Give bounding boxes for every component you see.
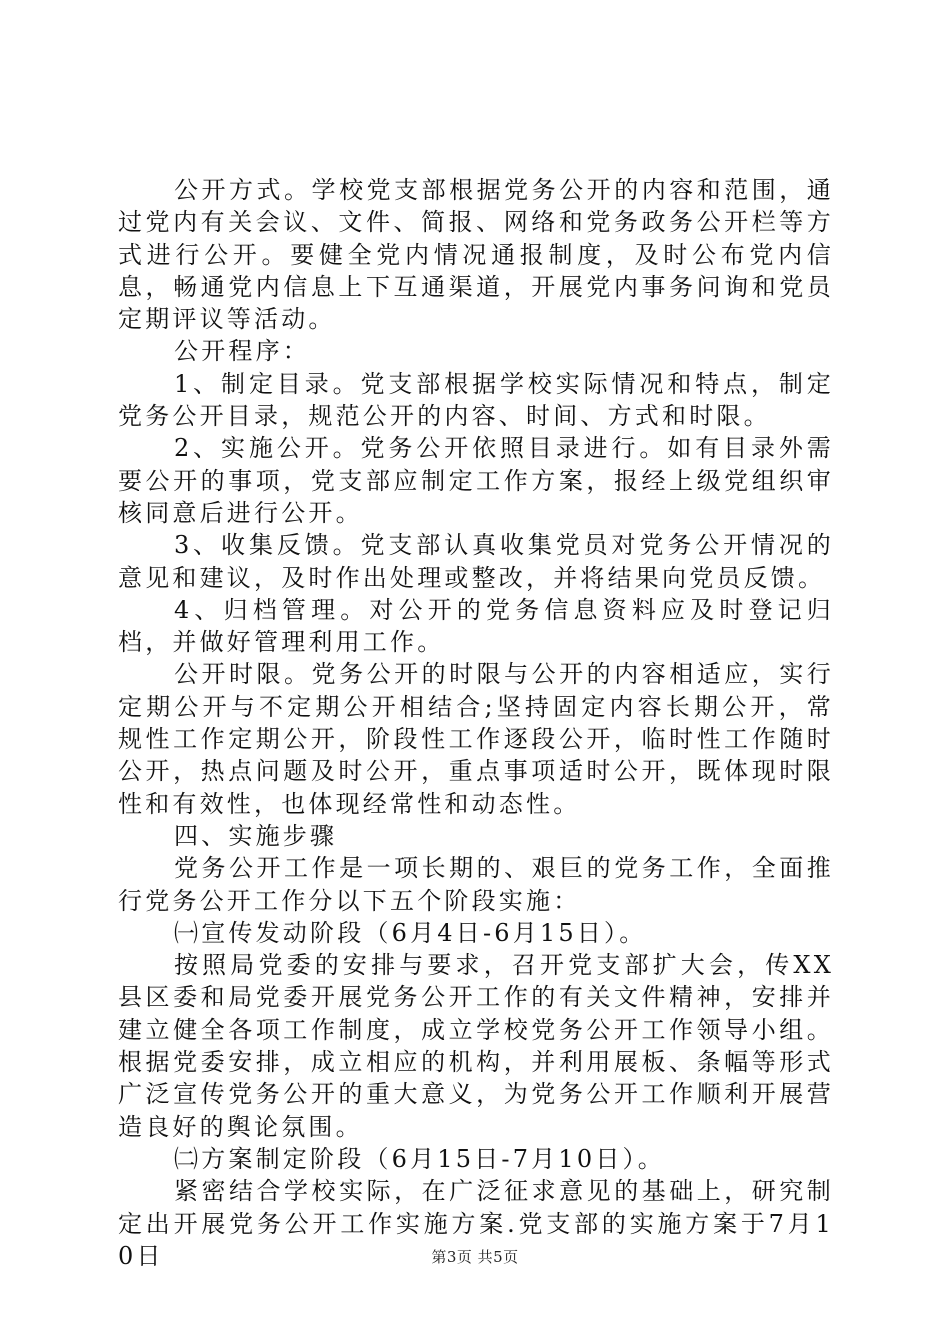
paragraph-step-archive: 4、归档管理。对公开的党务信息资料应及时登记归档，并做好管理利用工作。 [118, 595, 834, 657]
page-number-footer: 第3页 共5页 [431, 1248, 519, 1266]
section-heading-implementation-steps: 四、实施步骤 [174, 821, 338, 850]
paragraph-plan-details: 紧密结合学校实际，在广泛征求意见的基础上，研究制定出开展党务公开工作实施方案.党支部的实施方案于7月10日 [118, 1177, 834, 1270]
paragraph-publicity-details: 按照局党委的安排与要求，召开党支部扩大会，传XX县区委和局党委开展党务公开工作的有关文件精神，安排并建立健全各项工作制度，成立学校党务公开工作领导小组。根据党委安排，成立相应的机构，并利用展板、条幅等形式广泛宣传党务公开的重大意义，为党务公开工作顺利开展营造良好的舆论氛围。 [118, 951, 834, 1141]
paragraph-five-phases-intro: 党务公开工作是一项长期的、艰巨的党务工作，全面推行党务公开工作分以下五个阶段实施： [118, 854, 834, 915]
phase-heading-plan-formulation: ㈡方案制定阶段（6月15日-7月10日）。 [174, 1144, 665, 1173]
paragraph-time-limit: 公开时限。党务公开的时限与公开的内容相适应，实行定期公开与不定期公开相结合;坚持固定内容长期公开，常规性工作定期公开，阶段性工作逐段公开，临时性工作随时公开，热点问题及时公开，重点事项适时公开，既体现时限性和有效性，也体现经常性和动态性。 [118, 660, 834, 818]
paragraph-step-catalog: 1、制定目录。党支部根据学校实际情况和特点，制定党务公开目录，规范公开的内容、时间、方式和时限。 [118, 369, 834, 431]
paragraph-disclosure-procedure-heading: 公开程序： [174, 337, 310, 366]
paragraph-step-implement: 2、实施公开。党务公开依照目录进行。如有目录外需要公开的事项，党支部应制定工作方案，报经上级党组织审核同意后进行公开。 [118, 434, 834, 527]
document-body [118, 174, 834, 1272]
phase-heading-publicity: ㈠宣传发动阶段（6月4日-6月15日）。 [174, 918, 647, 947]
paragraph-disclosure-method: 公开方式。学校党支部根据党务公开的内容和范围，通过党内有关会议、文件、简报、网络和党务政务公开栏等方式进行公开。要健全党内情况通报制度，及时公布党内信息，畅通党内信息上下互通渠道，开展党内事务问询和党员定期评议等活动。 [118, 176, 834, 334]
paragraph-step-feedback: 3、收集反馈。党支部认真收集党员对党务公开情况的意见和建议，及时作出处理或整改，并将结果向党员反馈。 [118, 531, 834, 592]
